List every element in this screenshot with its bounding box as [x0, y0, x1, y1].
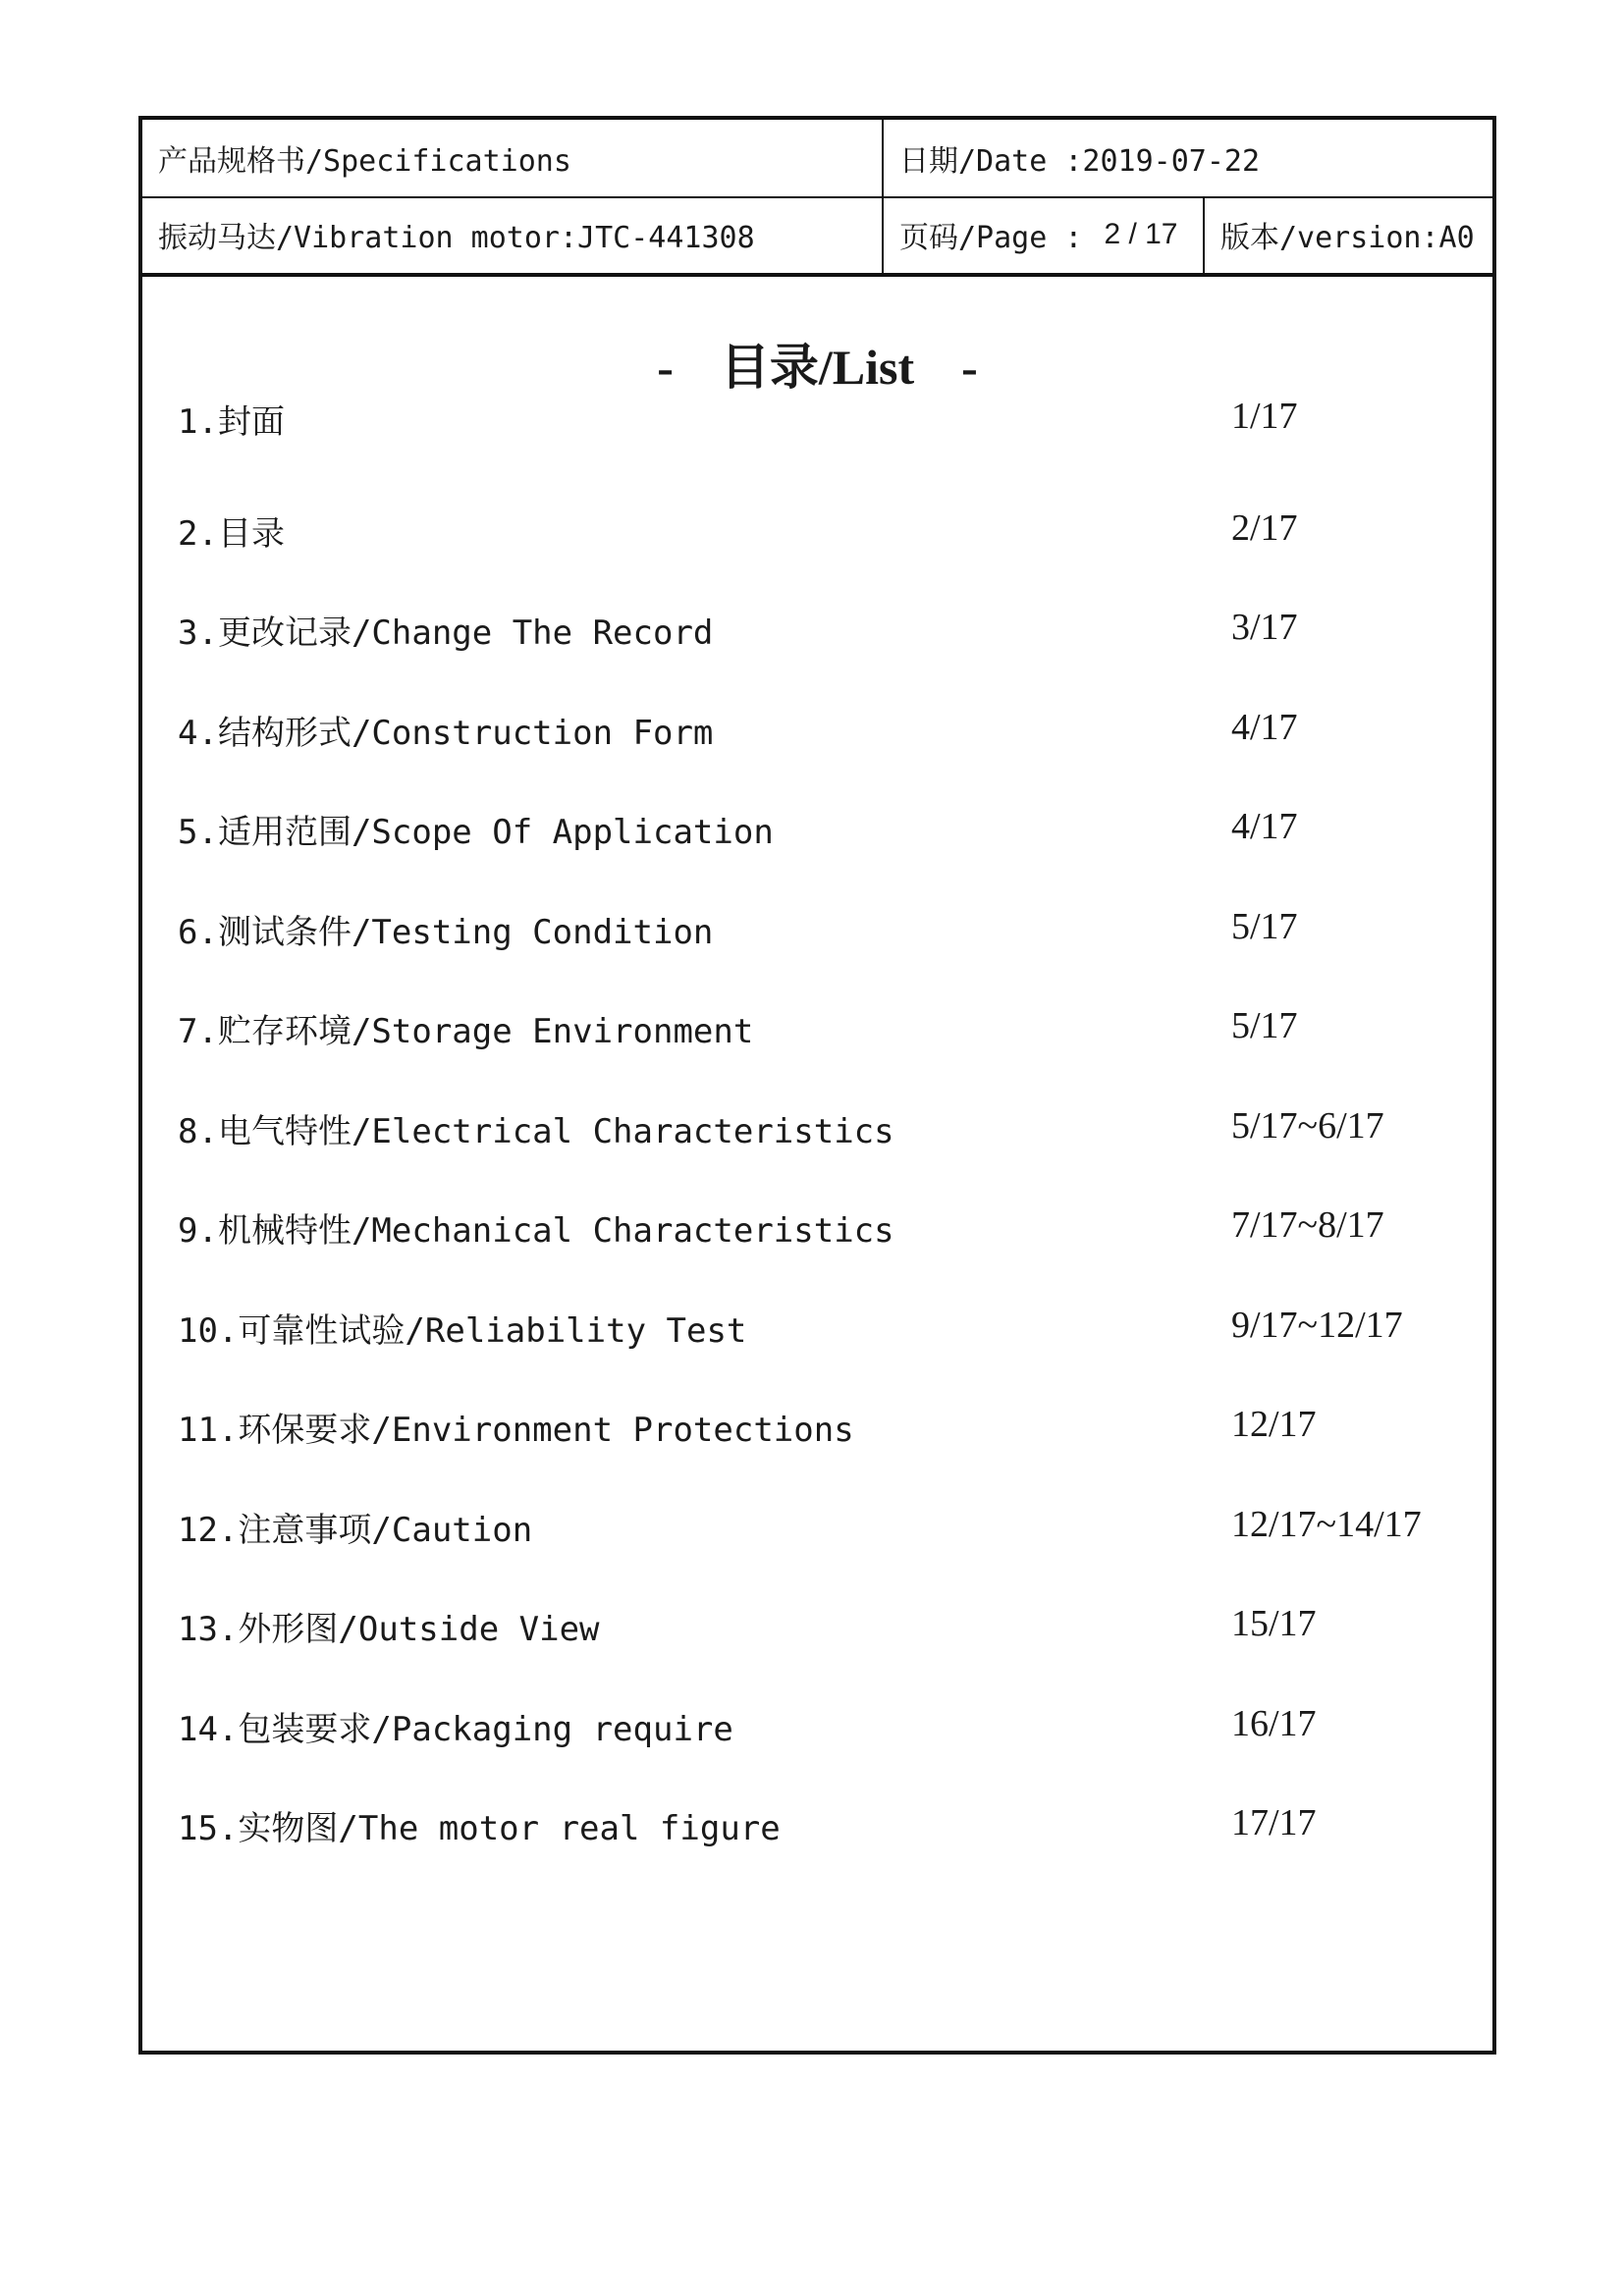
toc-item-page: 12/17~14/17	[1231, 1504, 1422, 1545]
product-name: 振动马达/Vibration motor:JTC-441308	[158, 221, 755, 255]
toc-item-label: 3.更改记录/Change The Record	[178, 614, 714, 653]
version-cell	[1203, 196, 1492, 273]
version-value: 版本/version:A0	[1220, 221, 1475, 255]
toc-item-page: 12/17	[1231, 1404, 1317, 1445]
toc-item-label: 5.适用范围/Scope Of Application	[178, 813, 774, 852]
header-row	[142, 120, 1492, 198]
toc-item[interactable]	[178, 1503, 1474, 1552]
toc-item-page: 2/17	[1231, 507, 1298, 549]
toc-item[interactable]	[178, 1104, 1474, 1153]
spec-title-cell	[142, 120, 882, 196]
page-label: 页码/Page :	[899, 221, 1083, 255]
toc-item[interactable]	[178, 1403, 1474, 1452]
toc-item-page: 9/17~12/17	[1231, 1305, 1403, 1346]
toc-item[interactable]	[178, 395, 1474, 444]
toc-item-page: 5/17	[1231, 906, 1298, 947]
toc-item-label: 7.贮存环境/Storage Environment	[178, 1012, 754, 1051]
toc-item-label: 4.结构形式/Construction Form	[178, 714, 714, 753]
toc-item-page: 1/17	[1231, 396, 1298, 437]
toc-item-page: 7/17~8/17	[1231, 1204, 1384, 1246]
toc-item-page: 4/17	[1231, 707, 1298, 748]
toc-item[interactable]	[178, 905, 1474, 954]
toc-item[interactable]	[178, 706, 1474, 755]
date-value: 日期/Date :2019-07-22	[899, 144, 1261, 179]
toc-item-page: 5/17~6/17	[1231, 1105, 1384, 1147]
toc-item-label: 9.机械特性/Mechanical Characteristics	[178, 1211, 894, 1251]
toc-item-page: 3/17	[1231, 607, 1298, 648]
product-cell	[142, 196, 882, 273]
spec-title: 产品规格书/Specifications	[158, 144, 571, 179]
toc-item-label: 1.封面	[178, 402, 285, 442]
toc-item-page: 17/17	[1231, 1802, 1317, 1843]
title-dash-right: -	[961, 340, 978, 395]
toc-item-page: 16/17	[1231, 1703, 1317, 1744]
toc-item-label: 6.测试条件/Testing Condition	[178, 913, 714, 952]
toc-item-label: 14.包装要求/Packaging require	[178, 1710, 733, 1749]
toc-item[interactable]	[178, 1304, 1474, 1353]
spec-header-table	[142, 120, 1492, 277]
page-number: 2 / 17	[1104, 218, 1178, 250]
document-frame	[138, 116, 1496, 2055]
toc-item-label: 10.可靠性试验/Reliability Test	[178, 1311, 747, 1351]
toc-item[interactable]	[178, 1602, 1474, 1651]
list-title-text: 目录/List	[720, 340, 915, 395]
toc-item[interactable]	[178, 606, 1474, 655]
toc-item[interactable]	[178, 1702, 1474, 1751]
toc-item-label: 13.外形图/Outside View	[178, 1610, 600, 1649]
toc-item-page: 15/17	[1231, 1603, 1317, 1644]
toc-item[interactable]	[178, 507, 1474, 556]
list-title	[142, 328, 1492, 399]
toc-item[interactable]	[178, 1801, 1474, 1850]
page-cell	[882, 196, 1203, 273]
toc-item-page: 5/17	[1231, 1005, 1298, 1046]
toc-item-label: 11.环保要求/Environment Protections	[178, 1411, 854, 1450]
header-row	[142, 196, 1492, 273]
toc-item[interactable]	[178, 1203, 1474, 1253]
toc-item-page: 4/17	[1231, 806, 1298, 847]
toc-item-label: 12.注意事项/Caution	[178, 1511, 533, 1550]
toc-item[interactable]	[178, 1004, 1474, 1053]
title-dash-left: -	[657, 340, 674, 395]
toc-item-label: 15.实物图/The motor real figure	[178, 1809, 781, 1848]
toc-item-label: 8.电气特性/Electrical Characteristics	[178, 1112, 894, 1151]
toc-item[interactable]	[178, 805, 1474, 854]
date-cell	[882, 120, 1492, 196]
toc-item-label: 2.目录	[178, 514, 285, 554]
